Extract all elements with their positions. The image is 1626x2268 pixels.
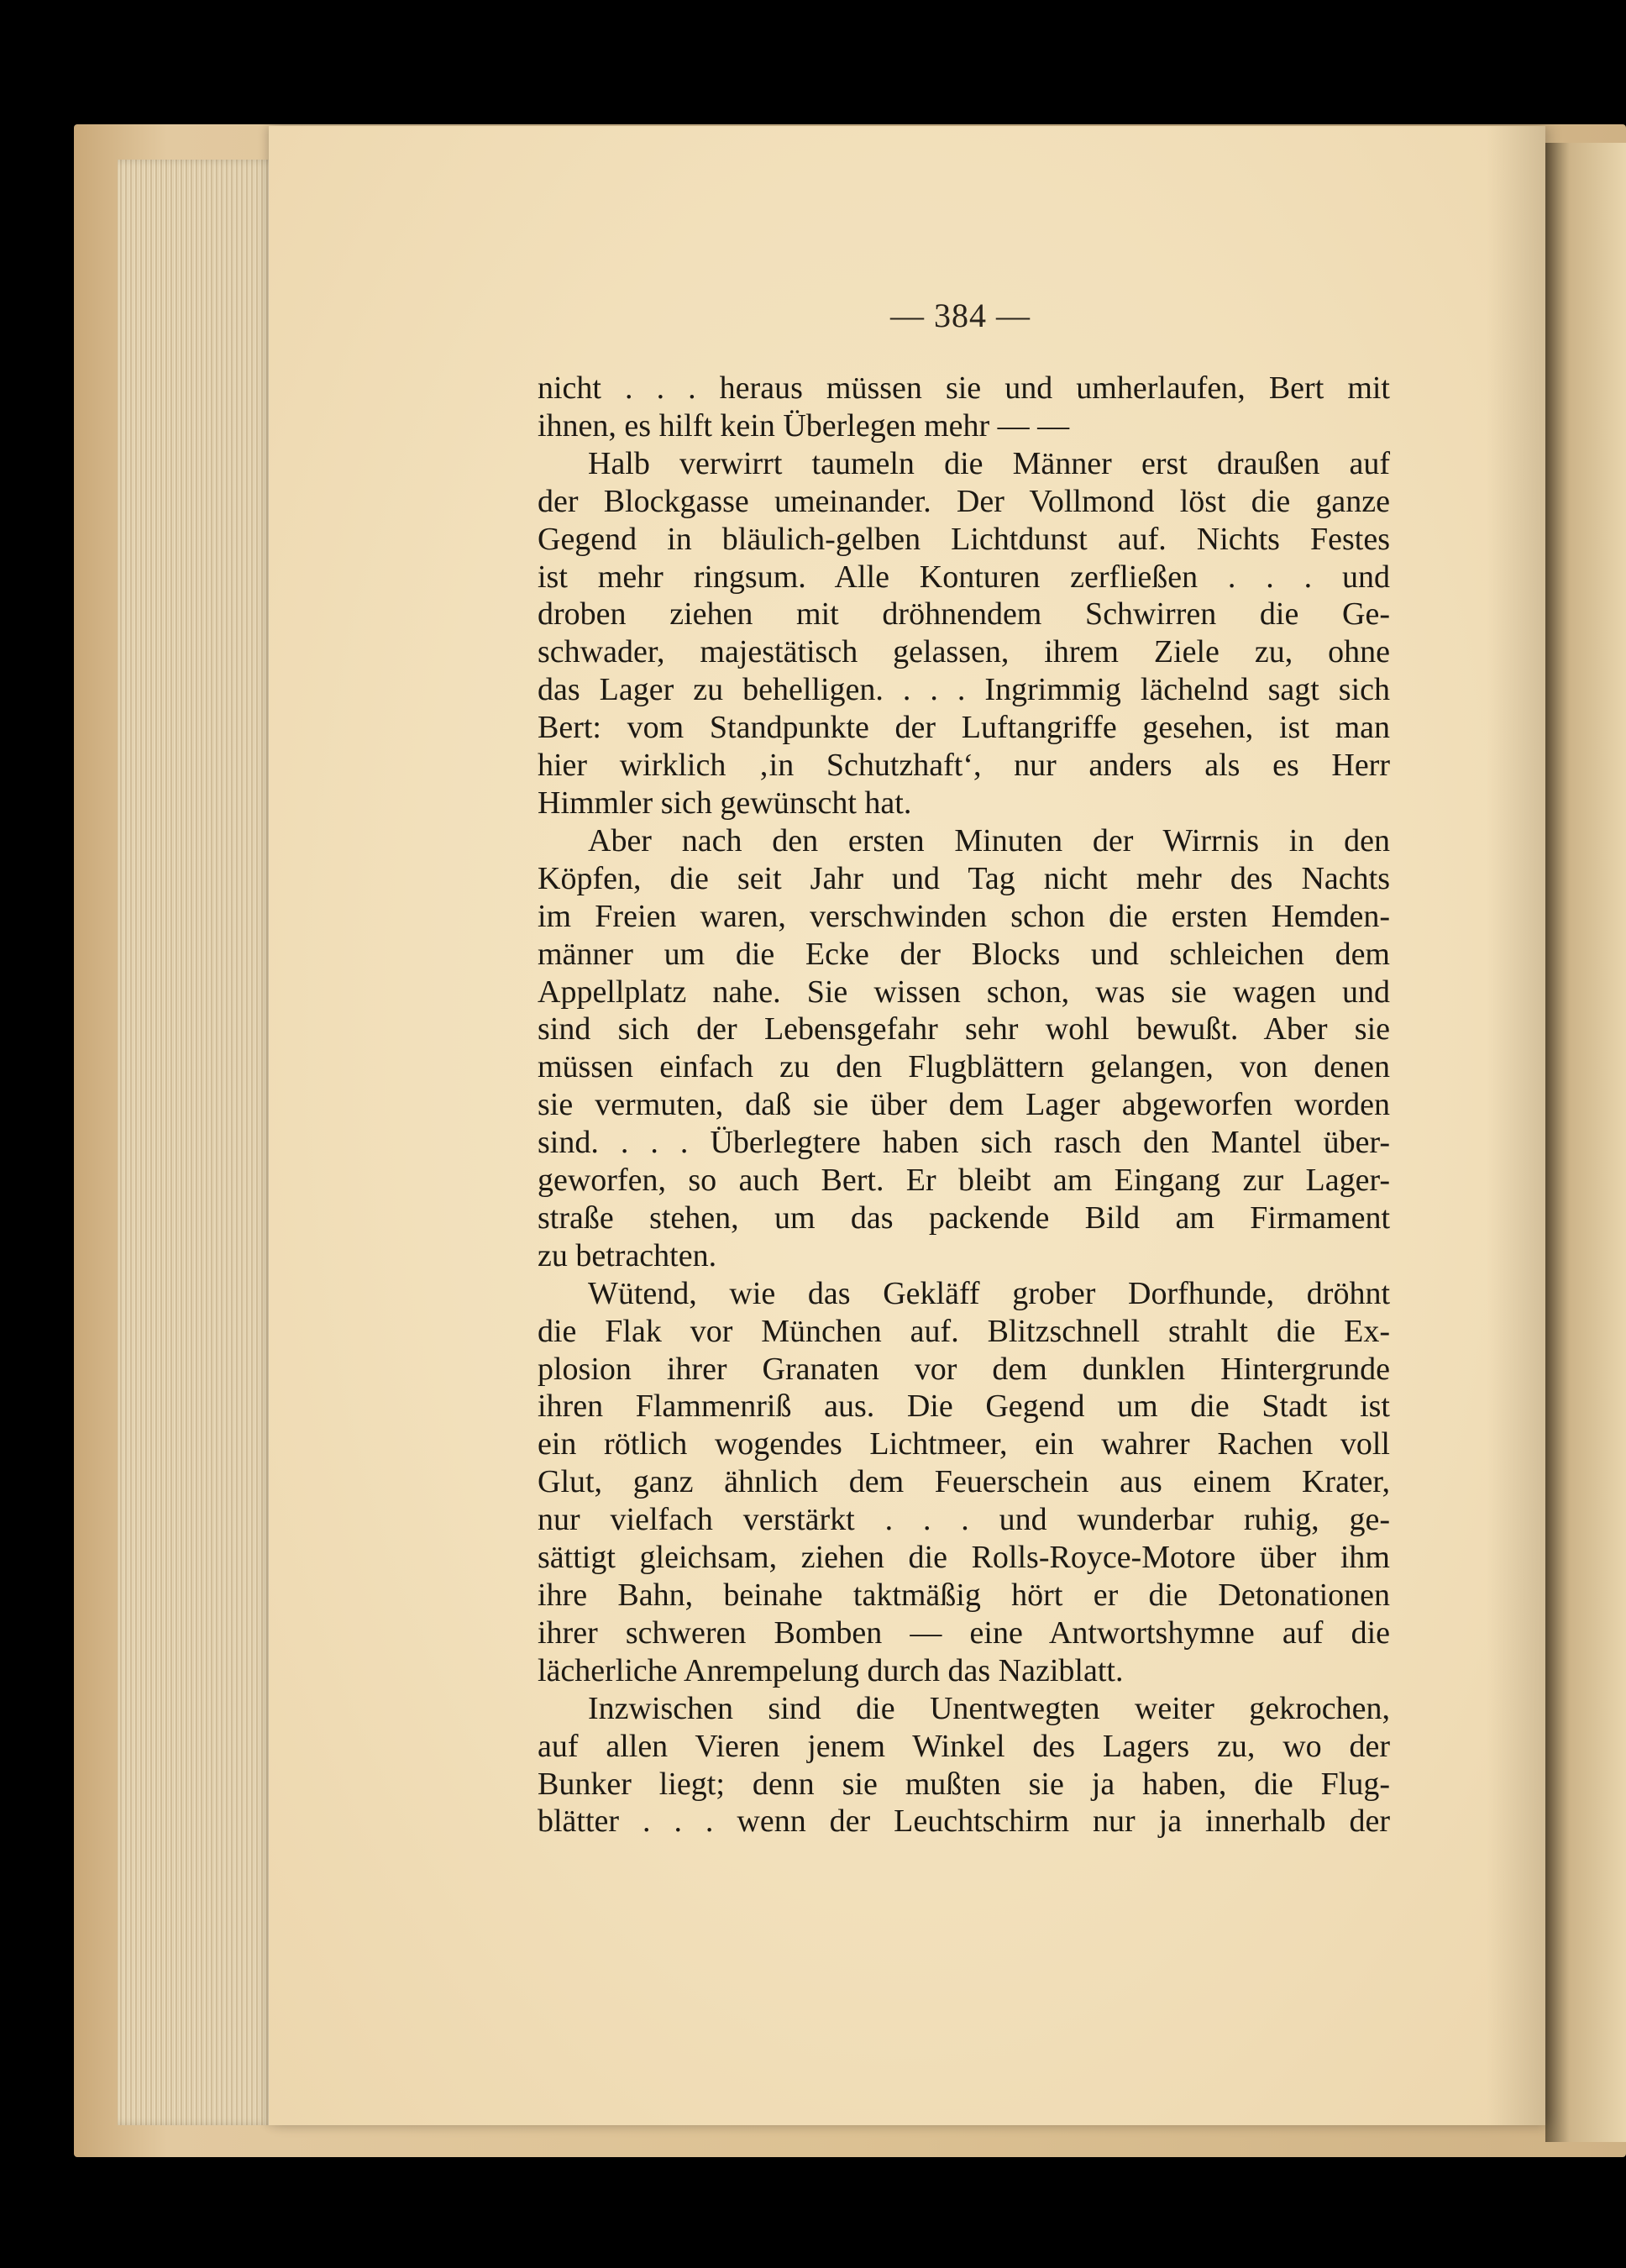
text-line: Bert: vom Standpunkte der Luftangriffe gesehen, ist man — [538, 710, 1390, 746]
text-line: sind. . . . Überlegtere haben sich rasch den Mantel über- — [538, 1125, 1390, 1161]
text-line: ihren Flammenriß aus. Die Gegend um die Stadt ist — [538, 1389, 1390, 1425]
body-text — [538, 370, 1390, 1840]
text-line: droben ziehen mit dröhnendem Schwirren die Ge- — [538, 596, 1390, 633]
text-line: sind sich der Lebensgefahr sehr wohl bewußt. Aber sie — [538, 1011, 1390, 1047]
text-line: nicht . . . heraus müssen sie und umherlaufen, Bert mit — [538, 370, 1390, 406]
text-line: im Freien waren, verschwinden schon die ersten Hemden- — [538, 898, 1390, 934]
text-line: zu betrachten. — [538, 1237, 717, 1273]
text-line: nur vielfach verstärkt . . . und wunderbar ruhig, ge- — [538, 1502, 1390, 1538]
text-line: auf allen Vieren jenem Winkel des Lagers zu, wo der — [538, 1728, 1390, 1764]
text-line: Köpfen, die seit Jahr und Tag nicht mehr des Nachts — [538, 860, 1390, 896]
text-line: plosion ihrer Granaten vor dem dunklen Hintergrunde — [538, 1351, 1390, 1387]
text-line: Aber nach den ersten Minuten der Wirrnis in den — [588, 822, 1390, 858]
text-line: Bunker liegt; denn sie mußten sie ja haben, die Flug- — [538, 1766, 1390, 1802]
text-line: ein rötlich wogendes Lichtmeer, ein wahrer Rachen voll — [538, 1426, 1390, 1462]
text-line: hier wirklich ‚in Schutzhaft‘, nur anders als es Herr — [538, 748, 1390, 784]
text-line: das Lager zu behelligen. . . . Ingrimmig lächelnd sagt sich — [538, 672, 1390, 708]
gutter-shadow — [1487, 126, 1545, 2125]
text-line: straße stehen, um das packende Bild am Firmament — [538, 1200, 1390, 1236]
text-line: ihrer schweren Bomben — eine Antwortshymne auf die — [538, 1614, 1390, 1651]
text-line: Inzwischen sind die Unentwegten weiter gekrochen, — [588, 1690, 1390, 1726]
page-edges — [118, 160, 286, 2125]
page-number: — 384 — — [890, 297, 1031, 334]
text-line: Wütend, wie das Gekläff grober Dorfhunde, dröhnt — [588, 1275, 1390, 1311]
text-line: ihnen, es hilft kein Überlegen mehr — — — [538, 407, 1070, 444]
text-line: lächerliche Anrempelung durch das Naziblatt. — [538, 1652, 1124, 1688]
text-line: Appellplatz nahe. Sie wissen schon, was sie wagen und — [538, 974, 1390, 1010]
text-line: Halb verwirrt taumeln die Männer erst draußen auf — [588, 445, 1390, 481]
text-line: Himmler sich gewünscht hat. — [538, 785, 912, 821]
text-line: blätter . . . wenn der Leuchtschirm nur ja innerhalb der — [538, 1803, 1390, 1840]
text-line: sättigt gleichsam, ziehen die Rolls-Royce-Motore über ihm — [538, 1540, 1390, 1576]
text-line: geworfen, so auch Bert. Er bleibt am Eingang zur Lager- — [538, 1163, 1390, 1199]
text-line: sie vermuten, daß sie über dem Lager abgeworfen worden — [538, 1087, 1390, 1123]
text-line: Gegend in bläulich-gelben Lichtdunst auf. Nichts Festes — [538, 521, 1390, 557]
text-line: der Blockgasse umeinander. Der Vollmond löst die ganze — [538, 483, 1390, 519]
text-line: ihre Bahn, beinahe taktmäßig hört er die Detonationen — [538, 1578, 1390, 1613]
text-line: ist mehr ringsum. Alle Konturen zerfließen . . . und — [538, 559, 1390, 595]
text-line: die Flak vor München auf. Blitzschnell strahlt die Ex- — [538, 1313, 1390, 1349]
text-line: müssen einfach zu den Flugblättern gelangen, von denen — [538, 1049, 1390, 1085]
text-line: Glut, ganz ähnlich dem Feuerschein aus einem Krater, — [538, 1464, 1390, 1500]
text-line: männer um die Ecke der Blocks und schleichen dem — [538, 936, 1390, 972]
text-line: schwader, majestätisch gelassen, ihrem Ziele zu, ohne — [538, 634, 1390, 670]
facing-page-edge — [1545, 143, 1626, 2142]
